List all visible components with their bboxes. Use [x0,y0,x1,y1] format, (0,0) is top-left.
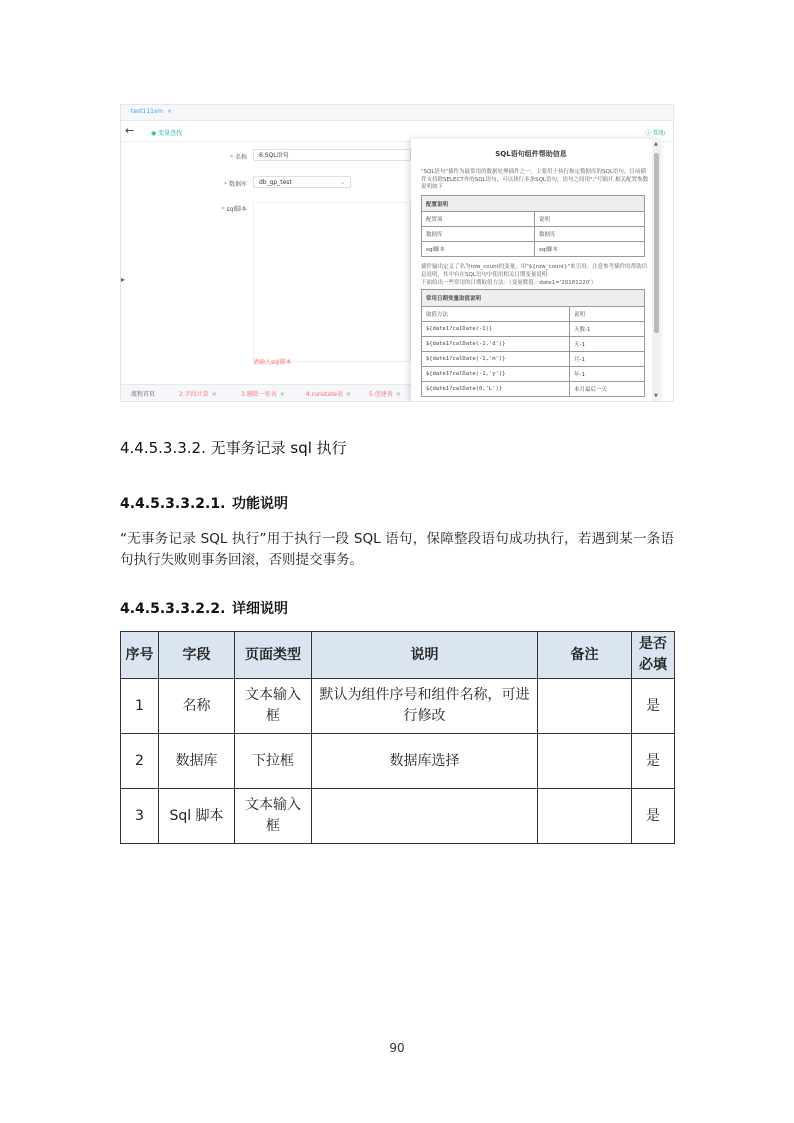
database-label: * 数据库 [224,181,247,188]
database-select[interactable]: db_gp_test ⌄ [253,176,351,188]
close-icon: × [346,391,352,398]
close-icon[interactable]: × [166,108,172,115]
sql-script-textarea[interactable] [253,202,411,362]
bottom-tab-runstate[interactable]: 4.runstate表 × [306,391,352,398]
tab-test111sm[interactable] [131,108,172,115]
date-row: ${date1?calDate(0,'L')} 本月最后一天 [422,382,645,397]
help-note-2: 下面给出一些常用的日期取值方法：（变量默值：date1='20181220'） [421,280,597,286]
help-intro: "SQL语句"插件为最常用的数据处理插件之一，主要用于执行指定数据库的SQL语句，目前插件支持除SELECT外的SQL语句，可以执行多条SQL语句，语句之间用";"号隔开,相关配置参数说明如下 [421,169,649,190]
date-table: 常用日期变量取值说明 取值方法 说明 ${date1?calDate(-1)} 天数-1 ${date1?calDate(-1,'d')} 天-1 ${date1?calDate(-1,'m')} 月-1 ${date1?calDate(-1,'y')} 年-1 ${date1?calDate(0,'L')} 本月最后一天 [421,289,645,397]
chevron-down-icon: ⌄ [339,179,345,186]
spec-table [120,631,675,844]
bottom-tab-delete-table[interactable]: 3.删除一张表 × [241,391,285,398]
scroll-up-icon[interactable]: ▲ [654,141,658,147]
date-row: ${date1?calDate(-1,'y')} 年-1 [422,367,645,382]
close-icon: × [395,391,401,398]
section-heading: 4.4.5.3.3.2. 无事务记录 sql 执行 [120,439,347,457]
embedded-screenshot [120,104,674,402]
scroll-down-icon[interactable]: ▼ [654,393,658,399]
sql-script-label: * sql脚本 [221,206,247,213]
table-row: 1 名称 文本输入框 默认为组件序号和组件名称，可进行修改 是 [121,679,675,734]
close-icon: × [279,391,285,398]
help-panel [411,139,661,401]
sql-script-hint: 请输入sql脚本 [253,359,292,366]
table-header-row: 序号 字段 页面类型 说明 备注 是否必填 [121,632,675,679]
config-row: sql脚本 sql脚本 [422,242,645,257]
back-arrow-icon[interactable]: ← [125,124,135,137]
date-row: ${date1?calDate(-1)} 天数-1 [422,322,645,337]
date-row: ${date1?calDate(-1,'m')} 月-1 [422,352,645,367]
bottom-tab-home[interactable]: 流程首页 [131,391,156,398]
table-row: 3 Sql 脚本 文本输入框 是 [121,789,675,844]
name-input[interactable]: 6.SQL语句 [253,149,411,161]
name-label: * 名称 [230,154,247,161]
bottom-tab-create-table[interactable]: 5.创建表 × [369,391,401,398]
detail-heading: 4.4.5.3.3.2.2. 详细说明 [120,601,288,617]
tab-bar [121,105,673,121]
help-button[interactable]: ⓘ 帮助 [645,130,665,137]
help-note: 插件输出定义了名为row_count的变量，用"${row_count}"来引用。注意参考插件的帮助信息说明，其中有在SQL语句中使用相关日期变量说明 [421,264,648,278]
function-heading: 4.4.5.3.3.2.1. 功能说明 [120,496,288,512]
page-number: 90 [389,1041,405,1055]
tab-label: test111sm [131,108,163,115]
question-icon: ⓘ [645,130,653,137]
config-row: 数据库 数据库 [422,227,645,242]
config-table: 配置说明 配置项 说明 数据库 数据库 sql脚本 sql脚本 [421,195,645,257]
date-row: ${date1?calDate(-1,'d')} 天-1 [422,337,645,352]
close-icon: × [211,391,217,398]
help-scrollbar[interactable] [652,139,661,401]
help-title: SQL语句组件帮助信息 [495,150,567,158]
table-row: 2 数据库 下拉框 数据库选择 是 [121,734,675,789]
function-paragraph: “无事务记录 SQL 执行”用于执行一段 SQL 语句，保障整段语句成功执行，若遇到某一条语句执行失败则事务回滚，否则提交事务。 [120,531,674,568]
eye-icon: ◉ [151,130,159,137]
variable-search-button[interactable]: ◉ 变量查找 [151,130,183,137]
bottom-tab-bar [121,384,411,402]
bottom-tab-field-calc[interactable]: 2.字段计算 × [179,391,217,398]
scroll-thumb[interactable] [654,153,659,333]
collapse-handle-icon[interactable]: ▸ [121,275,126,284]
